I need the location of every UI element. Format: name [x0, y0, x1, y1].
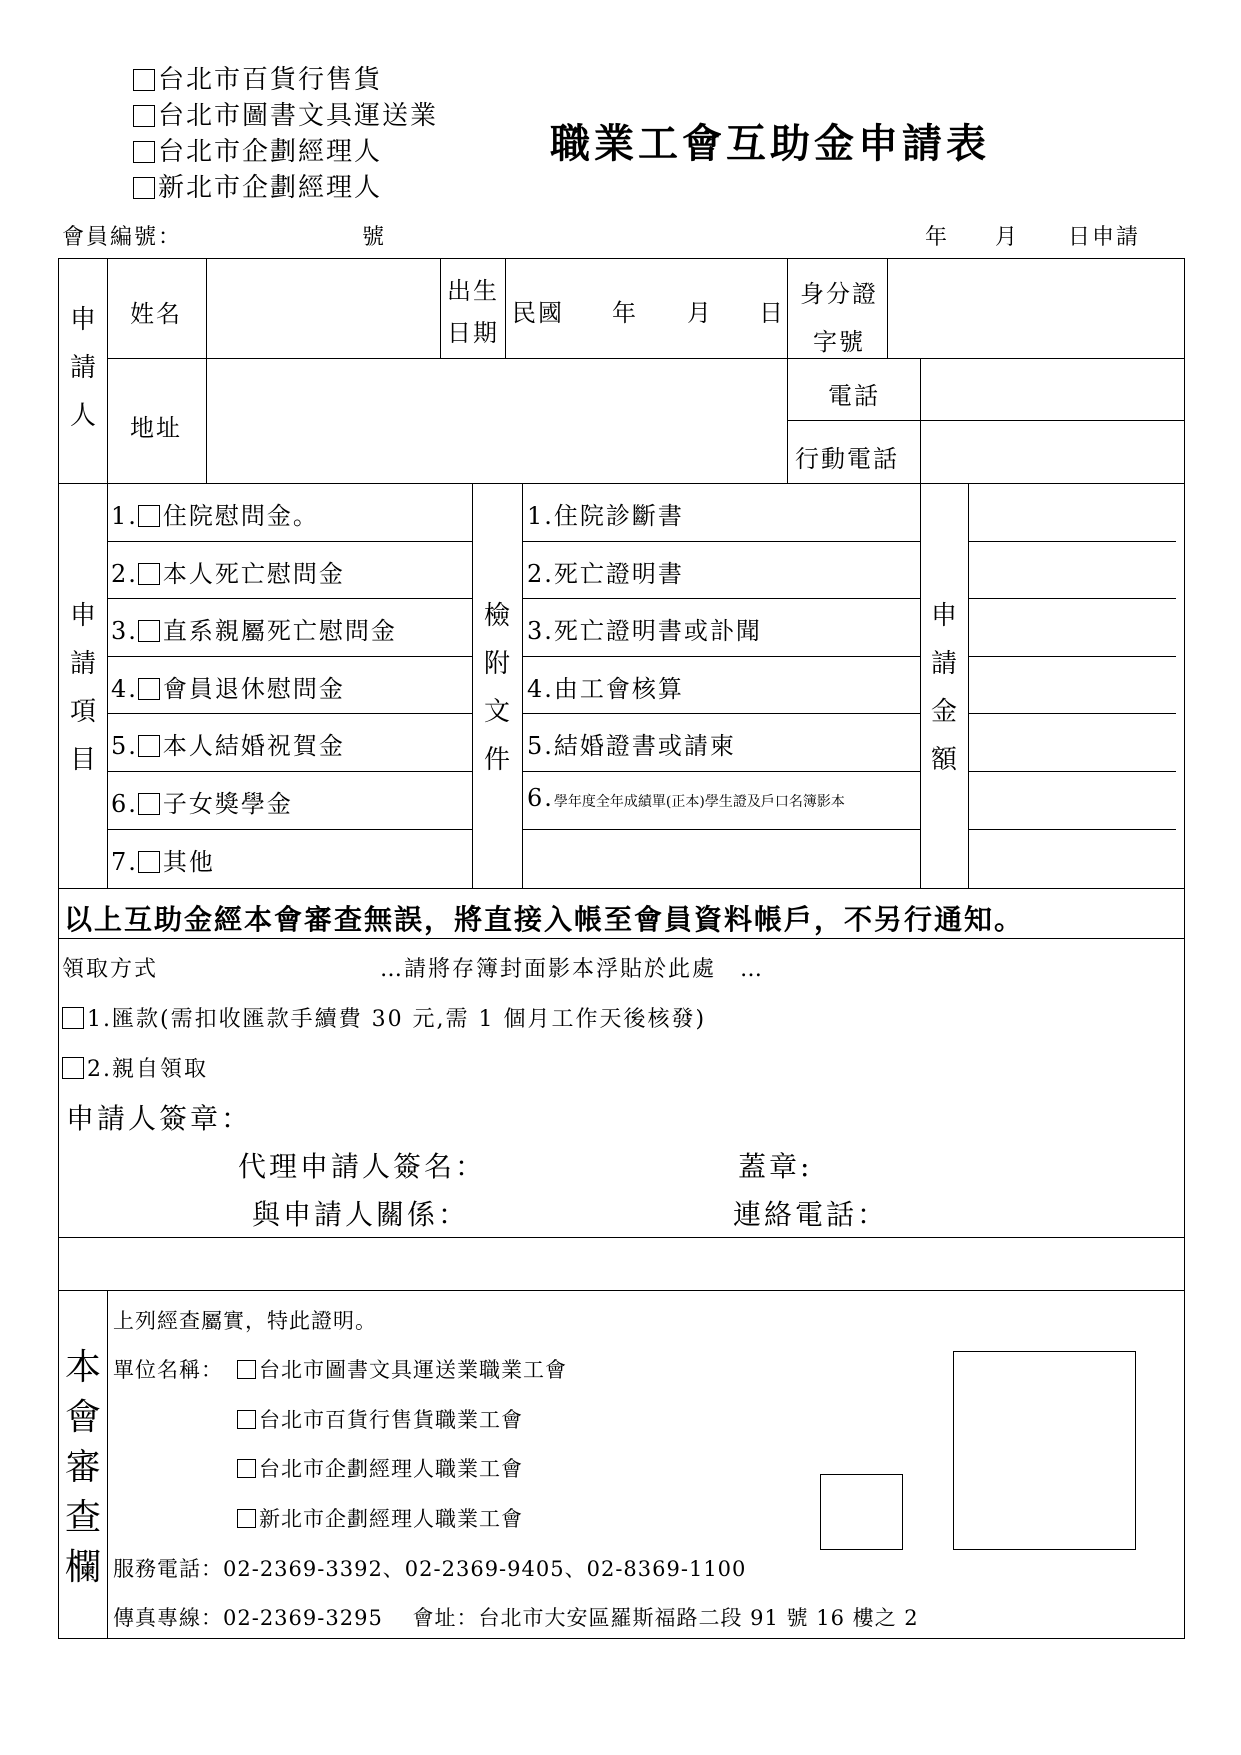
union-checklist	[133, 62, 438, 206]
contact-phone-label: 連絡電話：	[733, 1198, 889, 1231]
date-month: 月	[995, 225, 1020, 250]
certify-text: 上列經查屬實，特此證明。	[113, 1309, 377, 1333]
applicant-section-label: 申 請 人	[69, 305, 96, 431]
doc-item: 2.死亡證明書	[527, 560, 684, 588]
item-option[interactable]: 2. 本人死亡慰問金	[111, 560, 345, 588]
amount-field[interactable]	[972, 487, 1176, 884]
checkbox[interactable]	[62, 1057, 84, 1079]
phone-label: 電話	[828, 382, 880, 410]
docs-section-label: 檢 附 文 件	[483, 601, 510, 775]
doc-item: 4.由工會核算	[527, 675, 684, 703]
checkbox[interactable]	[133, 105, 155, 127]
unit-label: 單位名稱：	[113, 1358, 223, 1382]
doc-item: 6.學年度全年成績單(正本)學生證及戶口名簿影本	[527, 784, 845, 812]
seal-label: 蓋章:	[738, 1150, 813, 1183]
id-label: 身分證 字號	[800, 280, 878, 356]
mobile-field[interactable]	[924, 424, 1180, 480]
checkbox[interactable]	[237, 1459, 256, 1478]
service-phone: 服務電話：02-2369-3392、02-2369-9405、02-8369-1100	[113, 1557, 747, 1581]
review-section-label: 本 會 審 查 欄	[64, 1347, 101, 1588]
checkbox[interactable]	[237, 1360, 256, 1379]
item-option[interactable]: 1. 住院慰問金。	[111, 502, 319, 530]
checkbox[interactable]	[237, 1509, 256, 1528]
doc-item: 5.結婚證書或請柬	[527, 732, 736, 760]
checkbox[interactable]	[237, 1410, 256, 1429]
agent-signature-label: 代理申請人簽名：	[238, 1150, 487, 1183]
union-option[interactable]: 台北市百貨行售貨	[133, 62, 438, 98]
checkbox[interactable]	[138, 678, 160, 700]
doc-item: 3.死亡證明書或訃聞	[527, 617, 762, 645]
checkbox[interactable]	[133, 177, 155, 199]
applicant-signature-label: 申請人簽章：	[66, 1102, 253, 1135]
receive-option-self[interactable]: 2.親自領取	[62, 1052, 208, 1083]
phone-field[interactable]	[924, 362, 1180, 417]
id-field[interactable]	[891, 262, 1179, 354]
date-day: 日申請	[1068, 225, 1141, 250]
birth-label: 出生 日期	[447, 277, 499, 347]
address-field[interactable]	[210, 362, 783, 480]
amount-section-label: 申 請 金 額	[930, 601, 957, 775]
member-no-suffix: 號	[362, 225, 387, 250]
member-no-label: 會員編號：	[62, 225, 183, 250]
item-option[interactable]: 6. 子女獎學金	[111, 790, 293, 818]
relation-label: 與申請人關係：	[252, 1198, 470, 1231]
date-year: 年	[925, 225, 950, 250]
notice-text: 以上互助金經本會審查無誤，將直接入帳至會員資料帳戶，不另行通知。	[64, 903, 1025, 936]
mobile-label: 行動電話	[795, 445, 899, 473]
union-option[interactable]: 新北市企劃經理人	[133, 170, 438, 206]
large-seal-box[interactable]	[953, 1351, 1136, 1550]
checkbox[interactable]	[138, 735, 160, 757]
review-unit-option[interactable]: 新北市企劃經理人職業工會	[237, 1503, 523, 1533]
union-option[interactable]: 台北市圖書文具運送業	[133, 98, 438, 134]
checkbox[interactable]	[138, 563, 160, 585]
address-label: 地址	[130, 414, 182, 442]
checkbox[interactable]	[138, 620, 160, 642]
checkbox[interactable]	[138, 851, 160, 873]
name-label: 姓名	[130, 300, 182, 328]
review-unit-option[interactable]: 台北市百貨行售貨職業工會	[237, 1404, 523, 1434]
receive-label: 領取方式	[62, 957, 159, 982]
doc-item: 1.住院診斷書	[527, 502, 684, 530]
form-title: 職業工會互助金申請表	[550, 120, 990, 167]
item-option[interactable]: 3. 直系親屬死亡慰問金	[111, 617, 397, 645]
checkbox[interactable]	[62, 1007, 84, 1029]
receive-option-transfer[interactable]: 1.匯款(需扣收匯款手續費 30 元,需 1 個月工作天後核發)	[62, 1002, 706, 1033]
fax-address: 傳真專線：02-2369-3295 會址：台北市大安區羅斯福路二段 91 號 16 樓之 2	[113, 1606, 919, 1630]
checkbox[interactable]	[138, 505, 160, 527]
item-option[interactable]: 4. 會員退休慰問金	[111, 675, 345, 703]
item-option[interactable]: 5. 本人結婚祝賀金	[111, 732, 345, 760]
union-option[interactable]: 台北市企劃經理人	[133, 134, 438, 170]
birth-field[interactable]: 民國 年 月 日	[512, 299, 785, 327]
checkbox[interactable]	[133, 141, 155, 163]
checkbox[interactable]	[138, 793, 160, 815]
review-unit-option[interactable]: 台北市企劃經理人職業工會	[237, 1453, 523, 1483]
small-seal-box[interactable]	[820, 1474, 903, 1550]
name-field[interactable]	[210, 262, 436, 354]
review-unit-option[interactable]: 台北市圖書文具運送業職業工會	[237, 1354, 567, 1384]
items-section-label: 申 請 項 目	[69, 601, 96, 775]
item-option[interactable]: 7. 其他	[111, 848, 215, 876]
checkbox[interactable]	[133, 69, 155, 91]
passbook-note: …請將存簿封面影本浮貼於此處 …	[380, 957, 765, 982]
